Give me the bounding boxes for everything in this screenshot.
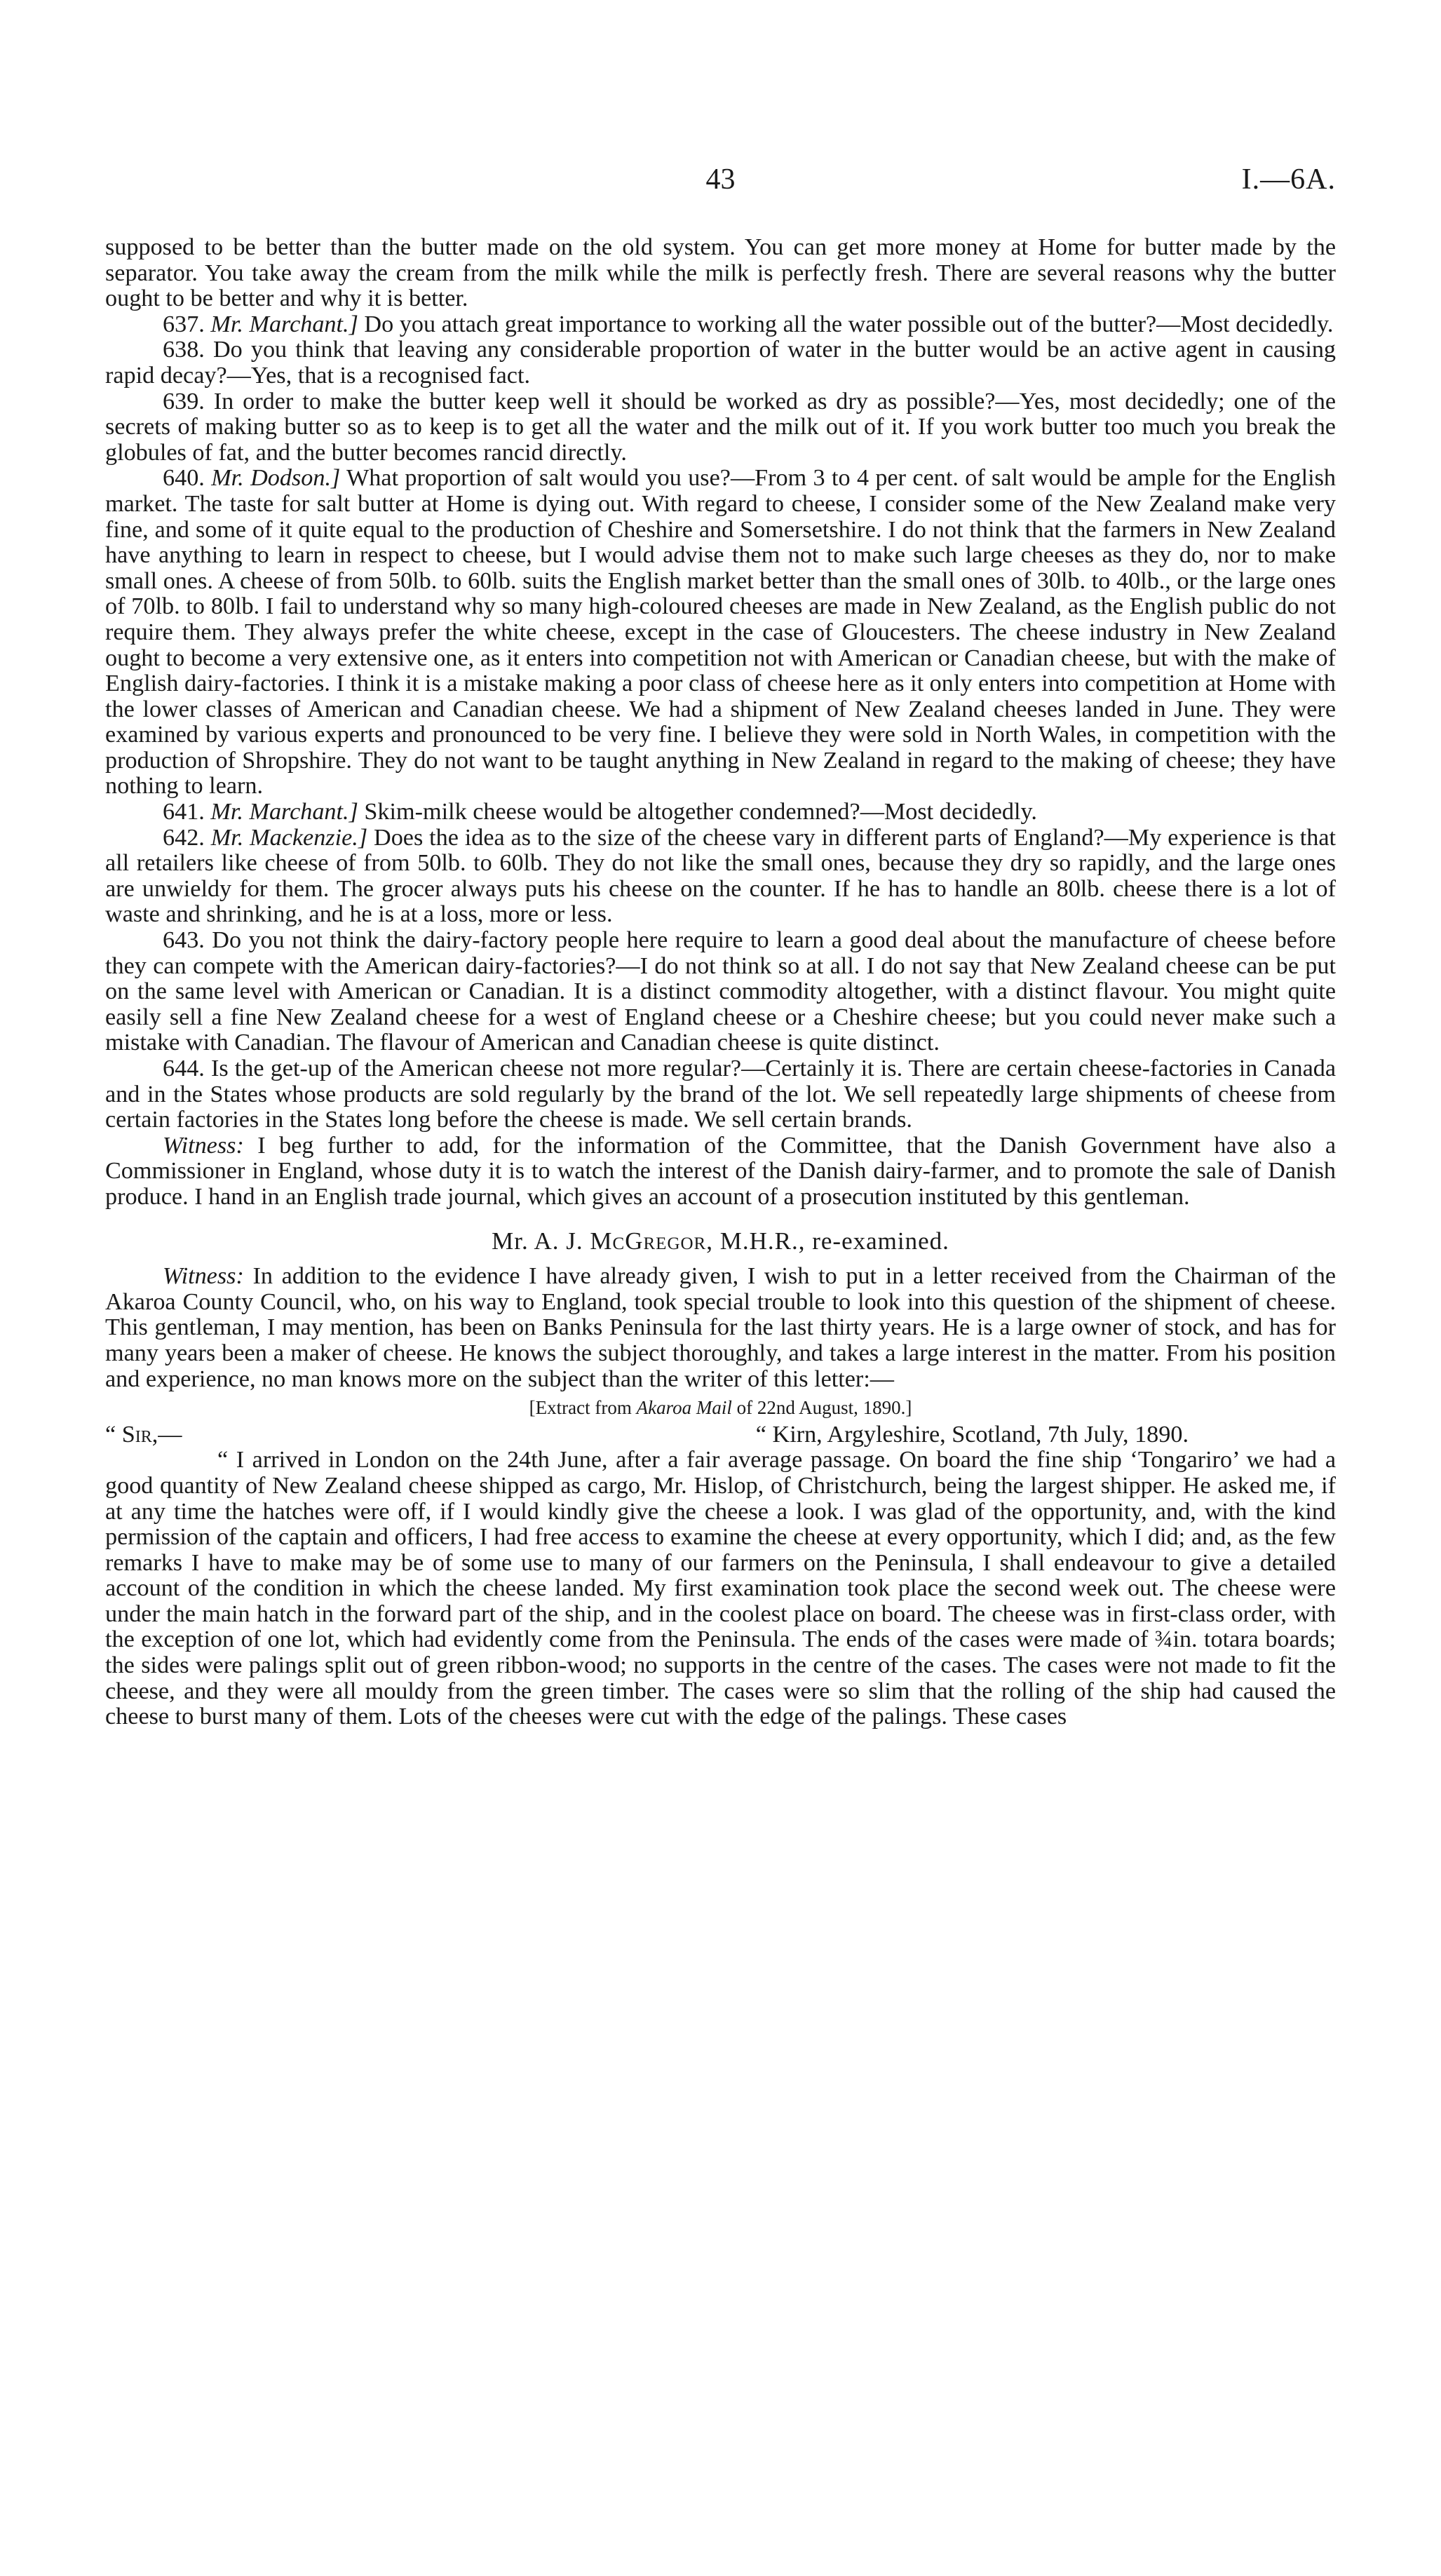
question-text: Do you think that leaving any considerable proportion of water in the butter would be an active agent in causing rapid decay?—Yes, that is a recognised fact.: [105, 337, 1337, 389]
question-text: In order to make the butter keep well it should be worked as dry as possible?—Yes, most decidedly; one of the secrets of making butter so as to keep is to get all the water and the milk out of it. If you work butter too much you break the globules of fat, and the butter becomes rancid directly.: [105, 388, 1336, 466]
question-text: What proportion of salt would you use?—From 3 to 4 per cent. of salt would be ample for the English market. The taste for salt butter at Home is dying out. With regard to cheese, I consider some of the New Zealand make very fine, and some of it quite equal to the production of Cheshire and Somersetshire. I do not think that the farmers in New Zealand have anything to learn in respect to cheese, but I would advise them not to make such large cheeses as they do, nor to make small ones. A cheese of from 50lb. to 60lb. suits the English market better than the small ones of 30lb. to 40lb., or the large ones of 70lb. to 80lb. I fail to understand why so many high-coloured cheeses are made in New Zealand, as the English public do not require them. They always prefer the white cheese, except in the case of Gloucesters. The cheese industry in New Zealand ought to become a very extensive one, as it enters into competition not with American or Canadian cheese, but with the make of English dairy-factories. I think it is a mistake making a poor class of cheese here as it only enters into competition at Home with the lower classes of American and Canadian cheese. We had a shipment of New Zealand cheeses landed in June. They were examined by various experts and pronounced to be very fine. I believe they were sold in North Wales, in competition with the production of Shropshire. They do not want to be taught anything in New Zealand in regard to the making of cheese; they have nothing to learn.: [105, 465, 1336, 800]
question-number: 642.: [163, 824, 205, 851]
question-number: 638.: [163, 337, 205, 363]
extract-source: Akaroa Mail: [636, 1397, 732, 1419]
question-643: [105, 928, 1336, 1056]
extract-note: [105, 1395, 1336, 1421]
letter-heading: [105, 1422, 1336, 1448]
page-header: [105, 163, 1336, 205]
speaker: Mr. Dodson.]: [211, 465, 341, 492]
question-text: Do you not think the dairy-factory people here require to learn a good deal about the manufacture of cheese before they can compete with the American dairy-factories?—I do not think so at all. I do not say that New Zealand cheese can be put on the same level with American or Canadian. It is a distinct commodity altogether, with a distinct flavour. You might quite easily sell a fine New Zealand cheese for a west of England cheese or a Cheshire cheese; but you could never make such a mistake with Canadian. The flavour of American and Canadian cheese is quite distinct.: [105, 927, 1337, 1056]
extract-prefix: [Extract from: [529, 1397, 637, 1419]
section-heading: [105, 1229, 1336, 1255]
question-640: [105, 466, 1336, 800]
question-641: [105, 800, 1336, 825]
question-639: [105, 389, 1336, 466]
witness-name: McGregor: [590, 1227, 707, 1255]
question-number: 637.: [163, 311, 205, 337]
question-number: 643.: [163, 927, 205, 954]
question-637: [105, 312, 1336, 338]
paragraph: [105, 235, 1336, 312]
extract-suffix: of 22nd August, 1890.]: [731, 1397, 912, 1419]
dateline: “ Kirn, Argyleshire, Scotland, 7th July, 1890.: [755, 1421, 1189, 1448]
letter-body: “ I arrived in London on the 24th June, after a fair average passage. On board the fine ship ‘Tongariro’ we had a good quantity of New Zealand cheese shipped as cargo, Mr. Hislop, of Christchurch, being the largest shipper. He asked me, if at any time the hatches were off, if I would kindly give the cheese a look. I was glad of the opportunity, and, with the kind permission of the captain and officers, I had free access to examine the cheese at every opportunity, which I did; and, as the few remarks I have to make may be of some use to many of our farmers on the Peninsula, I shall endeavour to give a detailed account of the condition in which the cheese landed. My first examination took place the second week out. The cheese were under the main hatch in the forward part of the ship, and in the coolest place on board. The cheese was in first-class order, with the exception of one lot, which had evidently come from the Peninsula. The ends of the cases were made of ¾in. totara boards; the sides were palings split out of green ribbon-wood; no supports in the centre of the cases. The cases were not made to fit the cheese, and they were all mouldy from the green timber. The cases were so slim that the rolling of the ship had caused the cheese to burst many of them. Lots of the cheeses were cut with the edge of the palings. These cases: [105, 1447, 1336, 1730]
question-644: [105, 1056, 1336, 1133]
question-number: 640.: [163, 465, 205, 492]
heading-prefix: Mr. A. J.: [492, 1227, 590, 1255]
witness-introduction: [105, 1264, 1336, 1392]
speaker: Mr. Marchant.]: [210, 311, 358, 337]
statement-text: In addition to the evidence I have already given, I wish to put in a letter received from the Chairman of the Akaroa County Council, who, on his way to England, took special trouble to look into this question of the shipment of cheese. This gentleman, I may mention, has been on Banks Peninsula for the last thirty years. He is a large owner of stock, and has for many years been a maker of cheese. He knows the subject thoroughly, and takes a large interest in the matter. From his position and experience, no man knows more on the subject than the writer of this letter:—: [105, 1263, 1337, 1392]
question-642: [105, 825, 1336, 928]
paragraph-text: supposed to be better than the butter made on the old system. You can get more money at Home for butter made by the separator. You take away the cream from the milk while the milk is perfectly fresh. There are several reasons why the butter ought to be better and why it is better.: [105, 234, 1336, 312]
question-number: 641.: [163, 799, 205, 825]
question-text: Do you attach great importance to working all the water possible out of the butter?—Most decidedly.: [364, 311, 1334, 337]
page-body: [105, 235, 1336, 1730]
question-638: [105, 337, 1336, 389]
document-reference: I.—6A.: [1241, 163, 1336, 196]
heading-suffix: , M.H.R., re-examined.: [706, 1227, 949, 1255]
question-number: 644.: [163, 1056, 205, 1081]
salutation: “ Sir,—: [105, 1421, 182, 1448]
question-text: Skim-milk cheese would be altogether condemned?—Most decidedly.: [364, 799, 1037, 825]
witness-statement: [105, 1133, 1336, 1211]
speaker: Witness:: [163, 1132, 244, 1159]
page-number: 43: [705, 163, 736, 196]
question-text: Is the get-up of the American cheese not more regular?—Certainly it is. There are certain cheese-factories in Canada and in the States whose products are sold regularly by the brand of the lot. We sell repeatedly large shipments of cheese from certain factories in the States long before the cheese is made. We sell certain brands.: [105, 1056, 1337, 1133]
speaker: Witness:: [163, 1263, 244, 1290]
statement-text: I beg further to add, for the information of the Committee, that the Danish Government have also a Commissioner in England, whose duty it is to watch the interest of the Danish dairy-farmer, and to promote the sale of Danish produce. I hand in an English trade journal, which gives an account of a prosecution instituted by this gentleman.: [105, 1132, 1336, 1210]
speaker: Mr. Marchant.]: [210, 799, 358, 825]
speaker: Mr. Mackenzie.]: [210, 824, 368, 851]
question-number: 639.: [163, 388, 205, 414]
question-text: Does the idea as to the size of the cheese vary in different parts of England?—My experience is that all retailers like cheese of from 50lb. to 60lb. They do not like the small ones, because they dry so rapidly, and the large ones are unwieldy for them. The grocer always puts his cheese on the counter. If he has to handle an 80lb. cheese there is a lot of waste and shrinking, and he is at a loss, more or less.: [105, 824, 1337, 928]
